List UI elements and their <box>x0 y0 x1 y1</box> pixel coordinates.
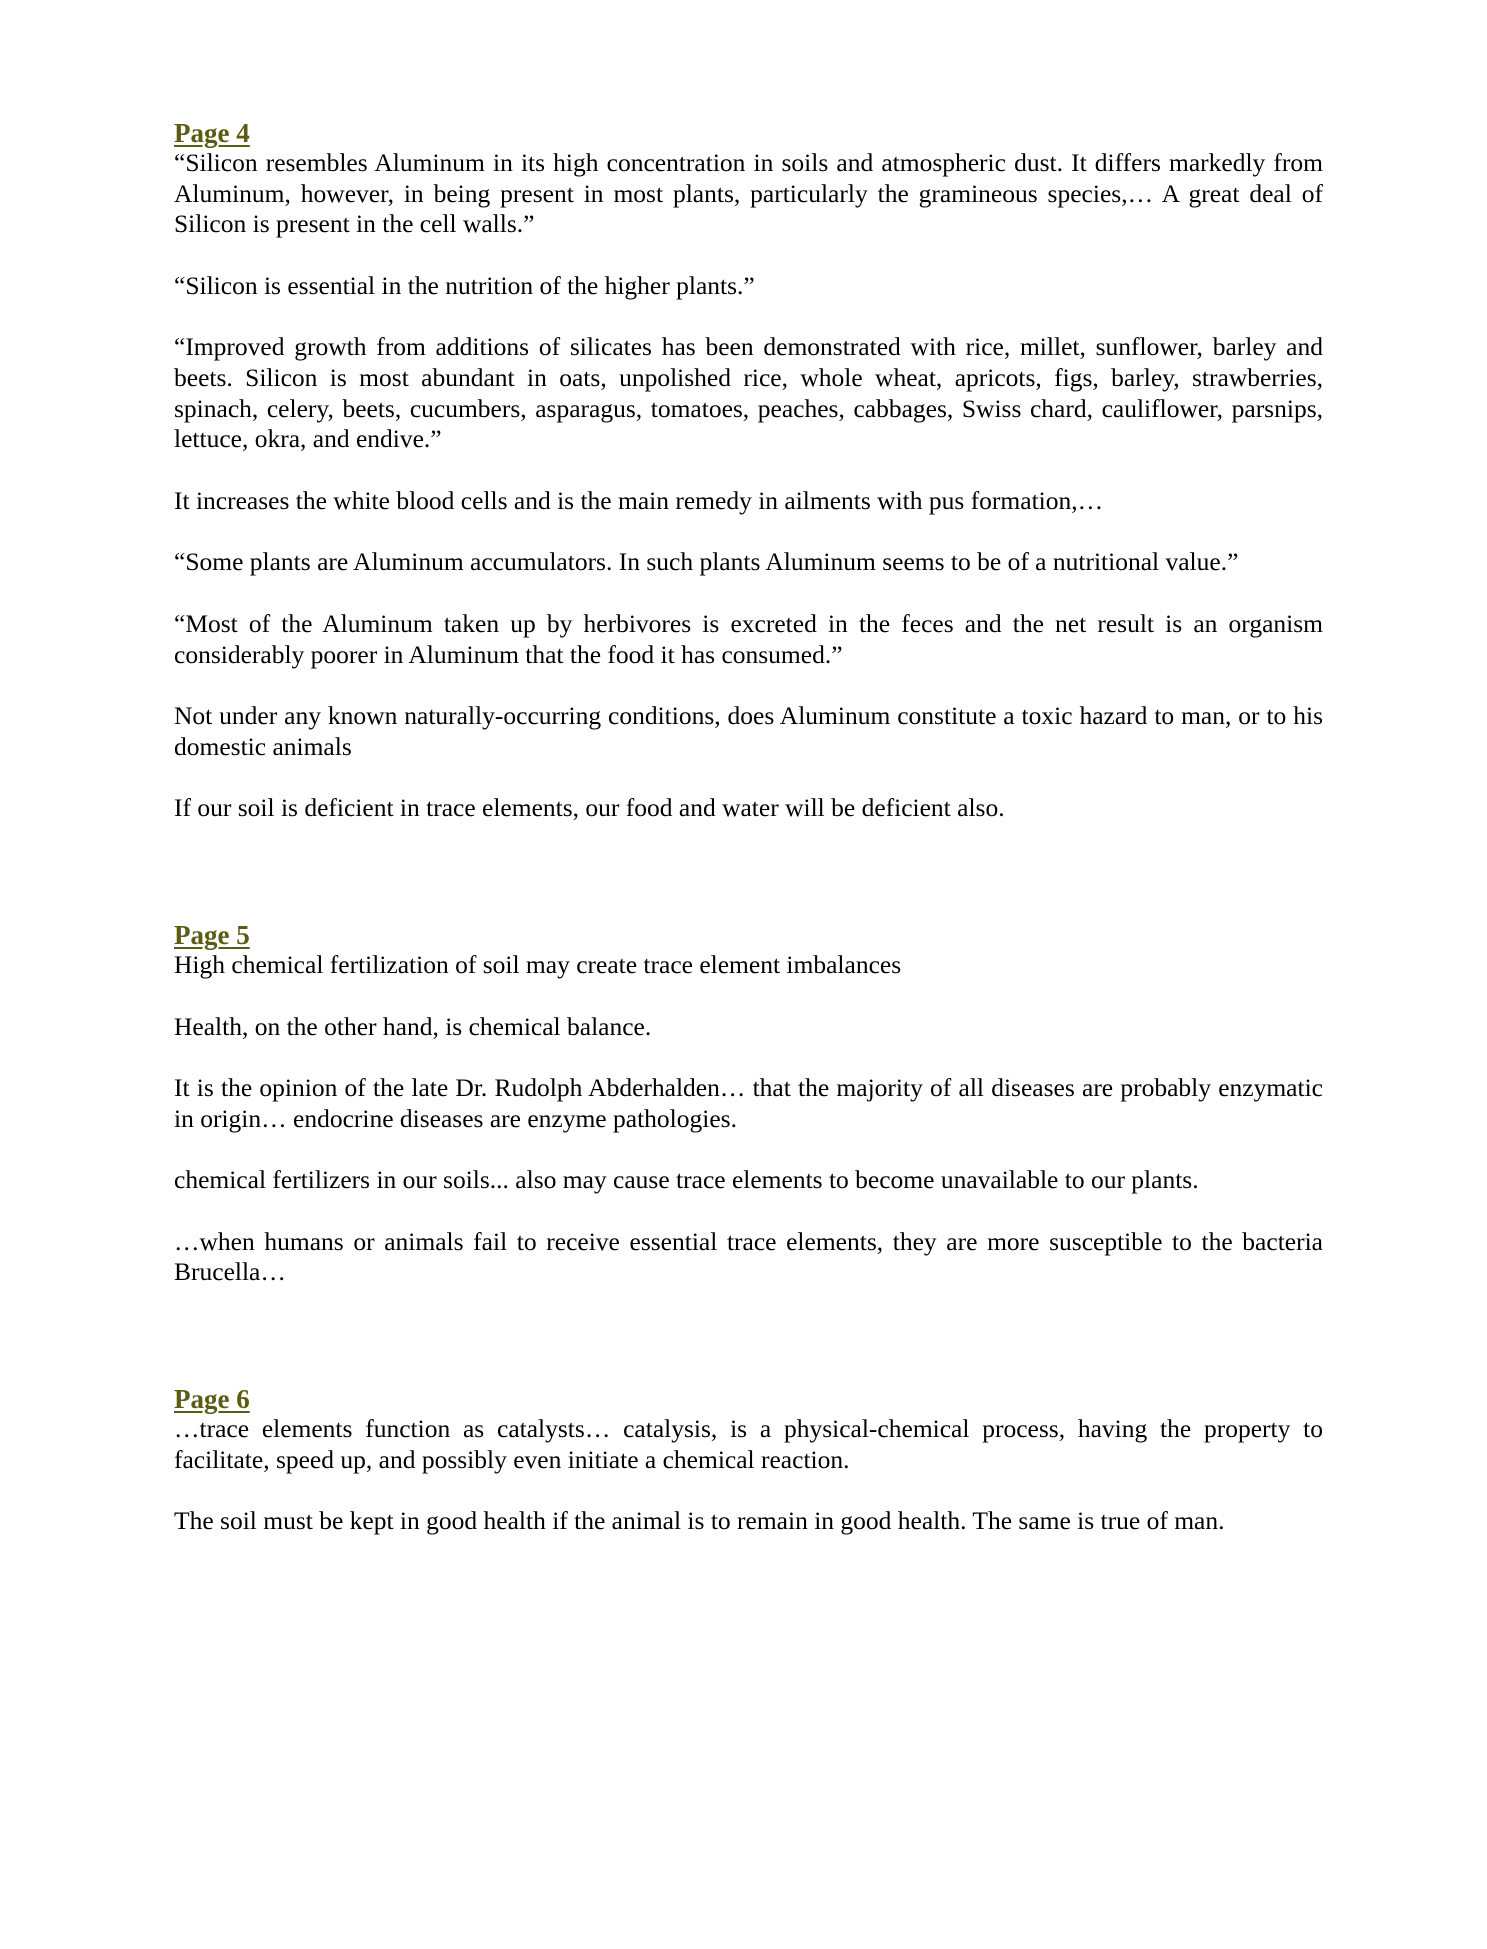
paragraph: …trace elements function as catalysts… catalysis, is a physical-chemical process, having the property to facilitate, speed up, and possibly even initiate a chemical reaction. <box>174 1414 1323 1474</box>
section-heading: Page 4 <box>174 118 250 148</box>
section-heading: Page 6 <box>174 1384 250 1415</box>
paragraph: High chemical fertilization of soil may create trace element imbalances <box>174 949 902 979</box>
section-page-6 <box>174 1384 1323 1537</box>
paragraph: The soil must be kept in good health if the animal is to remain in good health. The same is true of man. <box>174 1506 1225 1536</box>
paragraph: …when humans or animals fail to receive essential trace elements, they are more susceptible to the bacteria Brucella… <box>174 1226 1323 1287</box>
paragraph: chemical fertilizers in our soils... also may cause trace elements to become unavailable to our plants. <box>174 1165 1199 1195</box>
section-spacer <box>174 824 1323 920</box>
section-heading: Page 5 <box>174 919 250 950</box>
section-page-4 <box>174 118 1323 824</box>
section-spacer <box>174 1288 1323 1384</box>
section-page-5 <box>174 920 1323 1288</box>
paragraph: If our soil is deficient in trace elements, our food and water will be deficient also. <box>174 793 1005 823</box>
paragraph: It is the opinion of the late Dr. Rudolph Abderhalden… that the majority of all diseases are probably enzymatic in origin… endocrine diseases are enzyme pathologies. <box>174 1073 1323 1133</box>
document-page <box>174 118 1323 1537</box>
paragraph: “Some plants are Aluminum accumulators. In such plants Aluminum seems to be of a nutritional value.” <box>174 547 1239 577</box>
paragraph: “Improved growth from additions of silicates has been demonstrated with rice, millet, sunflower, barley and beets. Silicon is most abundant in oats, unpolished rice, whole wheat, apricots, figs, barley, strawberries, spinach, celery, beets, cucumbers, asparagus, tomatoes, peaches, cabbages, Swiss chard, cauliflower, parsnips, lettuce, okra, and endive.” <box>174 332 1323 454</box>
paragraph: “Most of the Aluminum taken up by herbivores is excreted in the feces and the net result is an organism considerably poorer in Aluminum that the food it has consumed.” <box>174 608 1323 669</box>
paragraph: Not under any known naturally-occurring conditions, does Aluminum constitute a toxic hazard to man, or to his domestic animals <box>174 701 1323 761</box>
paragraph: “Silicon resembles Aluminum in its high concentration in soils and atmospheric dust. It differs markedly from Aluminum, however, in being present in most plants, particularly the gramineous species,… A great deal of Silicon is present in the cell walls.” <box>174 148 1323 239</box>
paragraph: Health, on the other hand, is chemical balance. <box>174 1011 652 1041</box>
paragraph: It increases the white blood cells and is the main remedy in ailments with pus formation,… <box>174 485 1104 515</box>
paragraph: “Silicon is essential in the nutrition of the higher plants.” <box>174 270 755 300</box>
